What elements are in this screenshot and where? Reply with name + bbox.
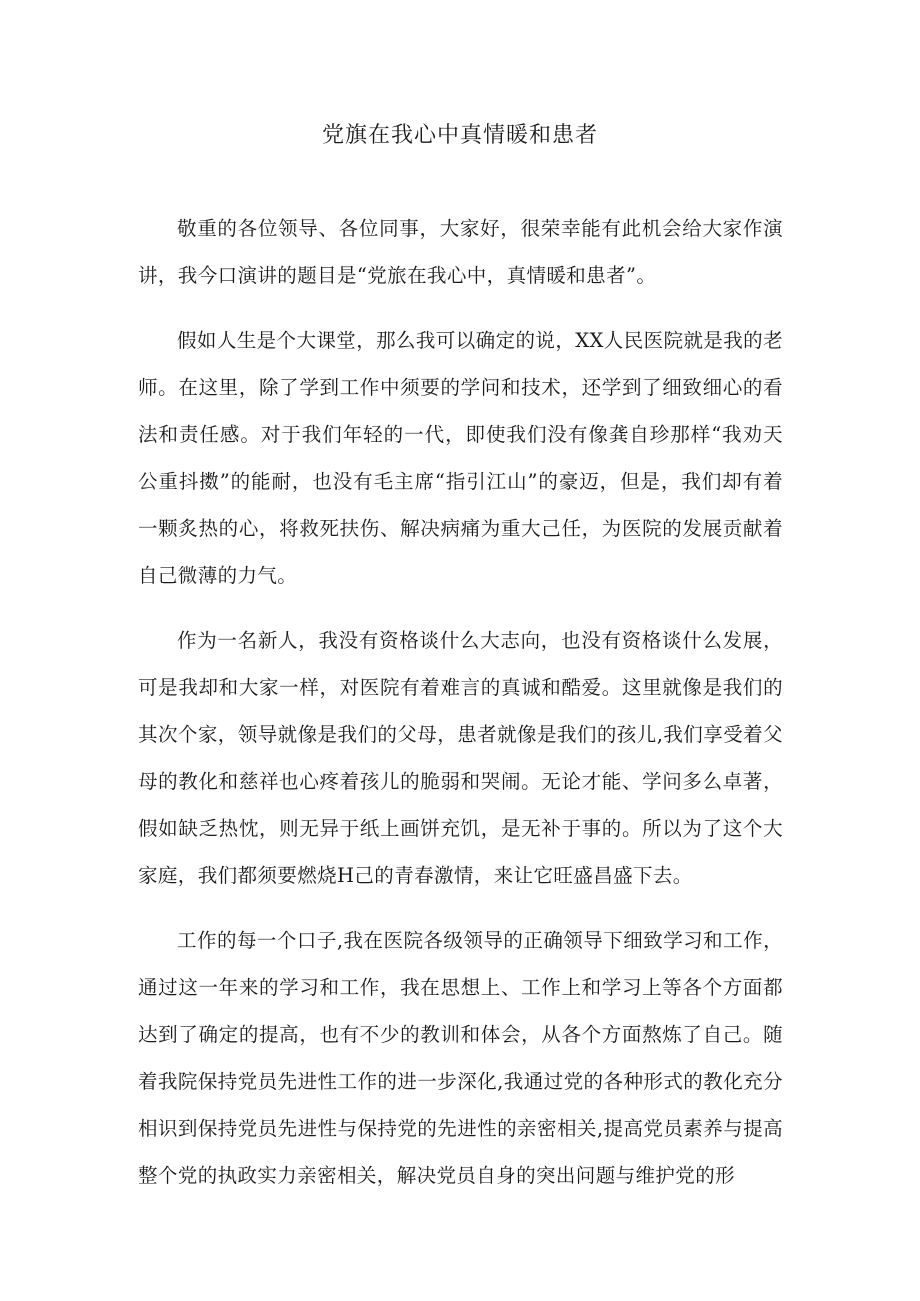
paragraph-2: 假如人生是个大课堂，那么我可以确定的说，XX人民医院就是我的老师。在这里，除了学到工作中须要的学问和技术，还学到了细致细心的看法和责任感。对于我们年轻的一代，即使我们没有像龚自珍那样“我劝天公重抖擞”的能耐，也没有毛主席“指引江山”的豪迈，但是，我们却有着一颗炙热的心，将救死扶伤、解决病痛为重大己任，为医院的发展贡献着自己微薄的力气。 <box>138 329 783 587</box>
paragraph-4: 工作的每一个口子,我在医院各级领导的正确领导下细致学习和工作，通过这一年来的学习和工作，我在思想上、工作上和学习上等各个方面都达到了确定的提高，也有不少的教训和体会，从各个方面熬炼了自己。随着我院保持党员先进性工作的进一步深化,我通过党的各种形式的教化充分相识到保持党员先进性与保持党的先进性的亲密相关,提高党员素养与提高整个党的执政实力亲密相关，解决党员自身的突出问题与维护党的形 <box>138 929 783 1187</box>
paragraph-1: 敬重的各位领导、各位同事，大家好，很荣幸能有此机会给大家作演讲，我今口演讲的题目是“党旅在我心中，真情暖和患者”。 <box>138 217 783 287</box>
paragraph-3: 作为一名新人，我没有资格谈什么大志向，也没有资格谈什么发展，可是我却和大家一样，对医院有着难言的真诚和酷爱。这里就像是我们的其次个家，领导就像是我们的父母，患者就像是我们的孩儿,我们享受着父母的教化和慈祥也心疼着孩儿的脆弱和哭闹。无论才能、学问多么卓著，假如缺乏热忱，则无异于纸上画饼充饥，是无补于事的。所以为了这个大家庭，我们都须要燃烧H己的青春激情，来让它旺盛昌盛下去。 <box>138 629 783 887</box>
document-body <box>138 205 783 1217</box>
document-title: 党旗在我心中真情暖和患者 <box>321 123 598 148</box>
